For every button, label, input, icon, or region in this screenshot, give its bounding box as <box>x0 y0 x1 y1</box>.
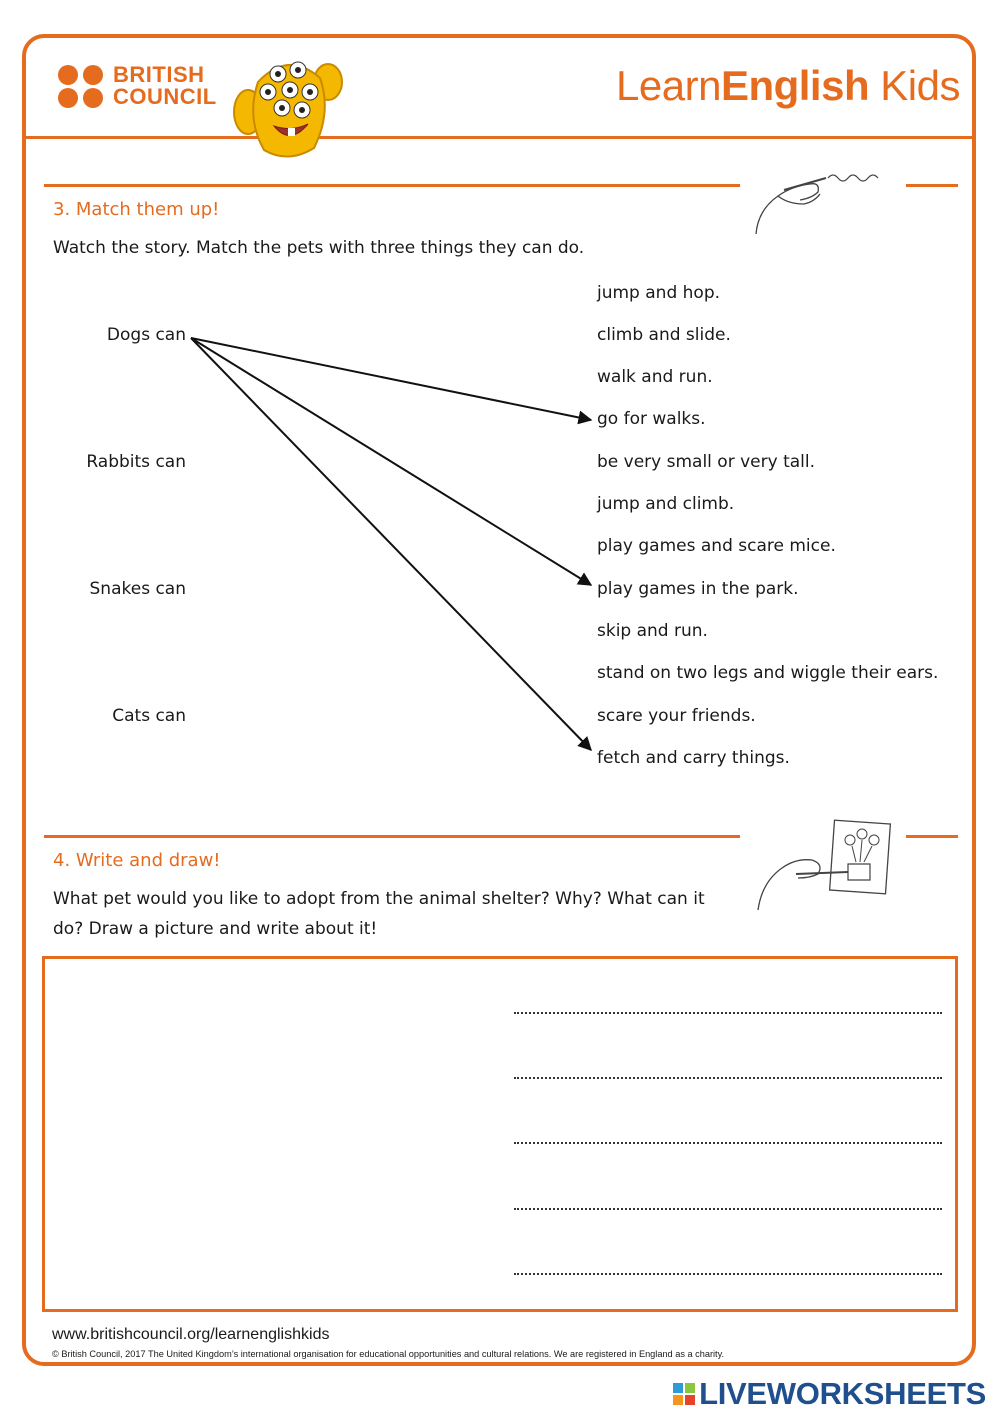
drawing-writing-box[interactable] <box>42 956 958 1312</box>
pet-label-dogs[interactable]: Dogs can <box>106 325 186 345</box>
footer-copyright: © British Council, 2017 The United Kingdom’s international organisation for educational opportunities and cultural relations. We are registered in England as a charity. <box>52 1349 725 1359</box>
brand-learn: Learn <box>616 62 721 109</box>
monster-mascot-icon <box>228 52 348 162</box>
option-item[interactable]: fetch and carry things. <box>597 748 790 768</box>
writing-hand-icon <box>748 164 898 238</box>
option-item[interactable]: scare your friends. <box>597 706 756 726</box>
option-item[interactable]: skip and run. <box>597 621 708 641</box>
drawing-hand-icon <box>752 818 892 914</box>
liveworksheets-blocks-icon <box>673 1383 695 1405</box>
option-item[interactable]: climb and slide. <box>597 325 731 345</box>
section3-divider-right <box>906 184 958 187</box>
section3-divider-left <box>44 184 740 187</box>
learnenglish-kids-logo <box>616 62 960 110</box>
brand-kids: Kids <box>869 62 960 109</box>
writing-line[interactable] <box>514 1077 942 1079</box>
option-item[interactable]: stand on two legs and wiggle their ears. <box>597 663 939 683</box>
writing-line[interactable] <box>514 1273 942 1275</box>
org-name-line2: COUNCIL <box>113 84 217 109</box>
writing-line[interactable] <box>514 1142 942 1144</box>
liveworksheets-text: LIVEWORKSHEETS <box>699 1376 986 1411</box>
org-name-line1: BRITISH <box>113 62 205 87</box>
section4-title: 4. Write and draw! <box>53 850 221 871</box>
section4-divider-right <box>906 835 958 838</box>
option-item[interactable]: go for walks. <box>597 409 706 429</box>
option-item[interactable]: play games in the park. <box>597 579 799 599</box>
writing-line[interactable] <box>514 1208 942 1210</box>
option-item[interactable]: play games and scare mice. <box>597 536 836 556</box>
section3-title: 3. Match them up! <box>53 199 220 220</box>
option-item[interactable]: be very small or very tall. <box>597 452 816 472</box>
option-item[interactable]: jump and climb. <box>597 494 735 514</box>
option-item[interactable]: jump and hop. <box>597 283 721 303</box>
pet-label-cats[interactable]: Cats can <box>112 706 186 726</box>
pet-label-rabbits[interactable]: Rabbits can <box>86 452 186 472</box>
section4-divider-left <box>44 835 740 838</box>
writing-line[interactable] <box>514 1012 942 1014</box>
pet-label-snakes[interactable]: Snakes can <box>89 579 186 599</box>
british-council-logo <box>58 64 217 108</box>
section3-instruction: Watch the story. Match the pets with three things they can do. <box>53 238 585 258</box>
section4-instruction-line2: do? Draw a picture and write about it! <box>53 919 378 939</box>
header-divider <box>24 136 976 139</box>
british-council-dots-icon <box>58 65 105 108</box>
option-item[interactable]: walk and run. <box>597 367 713 387</box>
liveworksheets-logo <box>673 1376 986 1412</box>
brand-english: English <box>720 62 870 109</box>
section4-instruction-line1: What pet would you like to adopt from the animal shelter? Why? What can it <box>53 889 705 909</box>
footer-url: www.britishcouncil.org/learnenglishkids <box>52 1326 330 1343</box>
